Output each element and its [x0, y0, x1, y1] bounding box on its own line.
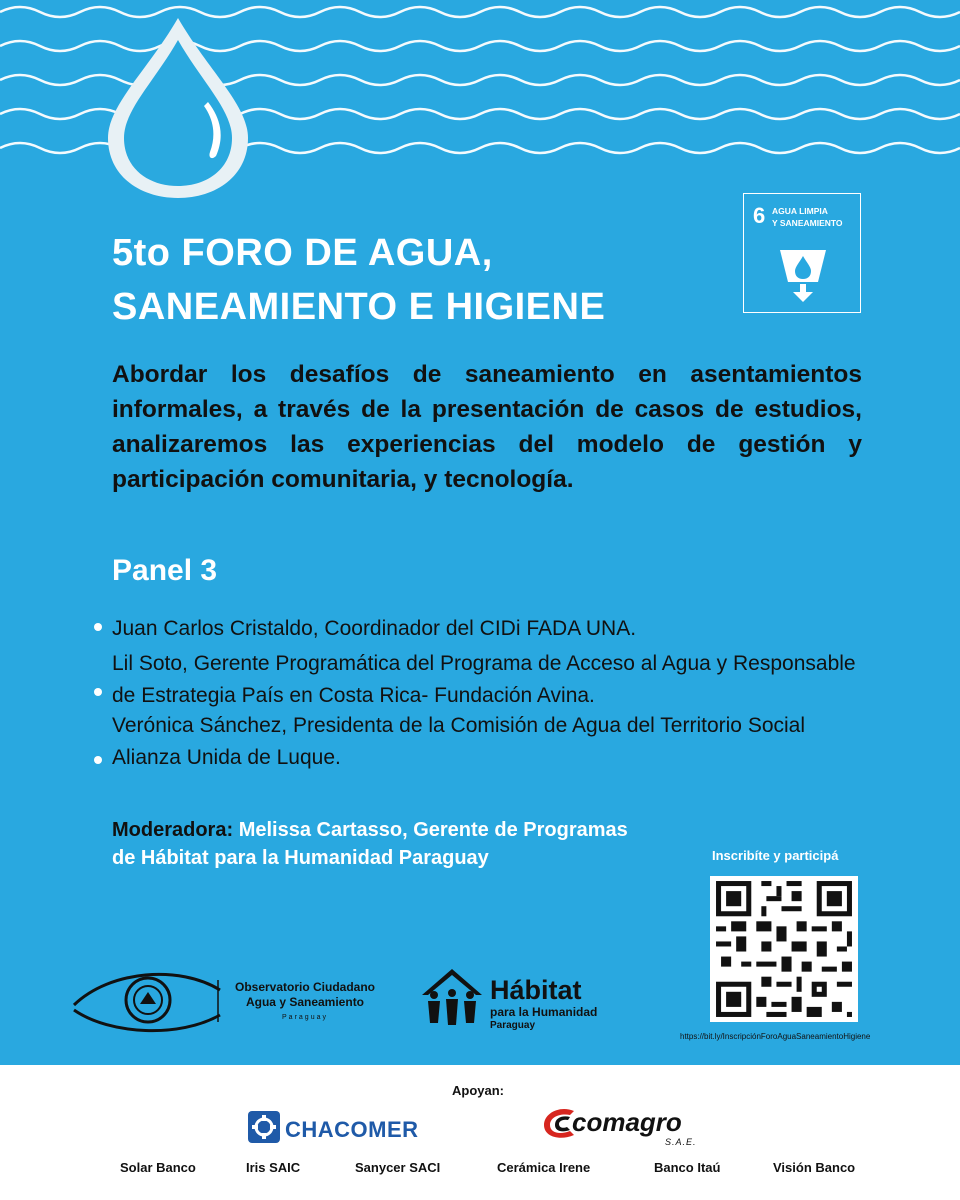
chacomer-icon — [248, 1111, 280, 1143]
event-title: 5to FORO DE AGUA, SANEAMIENTO E HIGIENE — [112, 232, 606, 328]
qr-caption: Inscribíte y participá — [712, 848, 839, 863]
bullet-3 — [94, 756, 102, 764]
habitat-country: Paraguay — [490, 1020, 536, 1031]
sponsor-item: Cerámica Irene — [497, 1160, 591, 1175]
observatorio-name: Observatorio Ciudadano Agua y Saneamiento Paraguay — [234, 980, 376, 1021]
comagro-logo: comagro S.A.E. — [540, 1103, 710, 1153]
chacomer-logo: CHACOMER — [248, 1111, 433, 1145]
sdg-number: 6 — [753, 203, 766, 228]
sponsor-item: Visión Banco — [773, 1160, 856, 1175]
sdg-6-badge — [743, 193, 861, 313]
sponsor-item: Banco Itaú — [654, 1160, 721, 1175]
water-glass-icon — [776, 246, 830, 304]
sponsor-item: Iris SAIC — [246, 1160, 301, 1175]
apoyan-label: Apoyan: — [452, 1083, 504, 1098]
habitat-subtitle: para la Humanidad — [490, 1005, 598, 1019]
sponsor-item: Solar Banco — [120, 1160, 196, 1175]
sdg-label: AGUA LIMPIA Y SANEAMIENTO — [772, 206, 843, 228]
habitat-title: Hábitat — [490, 975, 582, 1005]
bullet-2 — [94, 688, 102, 696]
sponsors-footer — [0, 1065, 960, 1200]
sponsor-item: Sanycer SACI — [355, 1160, 441, 1175]
moderator-label: Moderadora: — [112, 819, 234, 841]
speaker-2: Lil Soto, Gerente Programática del Programa de Acceso al Agua y Responsable de Estrategia País en Costa Rica- Fundación Avina. — [112, 652, 856, 707]
moderator-name: Melissa Cartasso, Gerente de Programas de Hábitat para la Humanidad Paraguay — [112, 819, 628, 869]
qr-url[interactable]: https://bit.ly/InscripciónForoAguaSaneamientoHigiene — [680, 1032, 871, 1041]
panel-title: Panel 3 — [112, 554, 218, 587]
moderator — [112, 816, 652, 872]
bullet-1 — [94, 623, 102, 631]
speaker-3: Verónica Sánchez, Presidenta de la Comisión de Agua del Territorio Social Alianza Unida de Luque. — [112, 714, 806, 769]
speaker-1: Juan Carlos Cristaldo, Coordinador del CIDi FADA UNA. — [112, 617, 637, 640]
water-drop-icon — [88, 10, 268, 200]
qr-code[interactable] — [710, 876, 858, 1022]
event-description: Abordar los desafíos de saneamiento en asentamientos informales, a través de la presentación de casos de estudios, analizaremos las experiencias del modelo de gestión y participación comunitaria, y tecnología. — [112, 361, 862, 493]
